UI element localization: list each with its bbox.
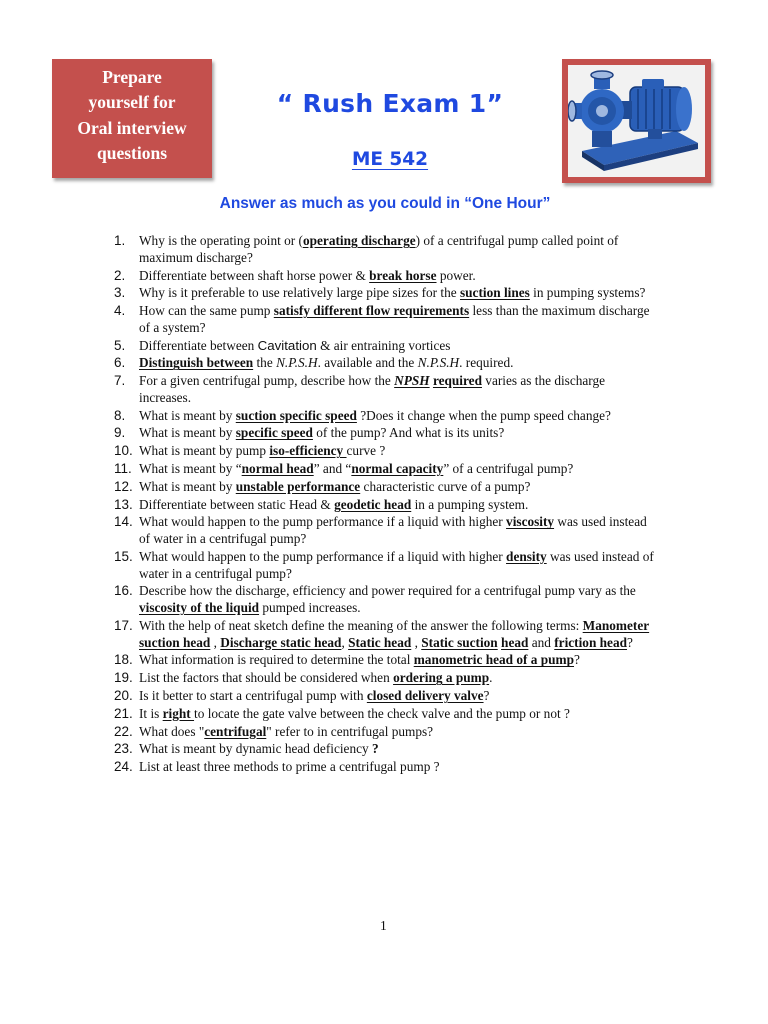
question-text: ? <box>483 688 490 704</box>
question-keyword: specific speed <box>235 425 313 441</box>
instructions-subtitle: Answer as much as you could in “One Hour” <box>219 195 551 212</box>
question-text: , <box>341 634 349 650</box>
question-keyword: suction specific speed <box>235 407 357 423</box>
question-number: 14. <box>114 514 133 530</box>
question-text: and <box>528 634 555 650</box>
question-text: What is meant by <box>139 407 236 423</box>
question-item <box>0 355 768 372</box>
question-keyword: normal capacity <box>351 461 444 477</box>
question-number: 21. <box>114 705 133 721</box>
question-number: 13. <box>114 496 133 512</box>
question-number: 11. <box>114 461 132 477</box>
question-keyword: head <box>501 634 529 650</box>
question-italic-text: N.P.S.H <box>417 355 460 371</box>
question-item <box>0 706 768 723</box>
question-number: 24. <box>114 759 133 775</box>
question-text: ? <box>627 634 633 650</box>
question-text: curve ? <box>346 443 386 459</box>
question-text: , <box>411 634 422 650</box>
question-item <box>0 652 768 669</box>
question-keyword: Static head <box>348 634 412 650</box>
question-text: was used instead of water in a centrifugal pump? <box>139 548 654 581</box>
question-keyword: operating discharge <box>302 233 416 248</box>
question-keyword: centrifugal <box>204 723 267 739</box>
question-keyword: Distinguish between <box>139 355 254 371</box>
question-number: 20. <box>114 688 133 704</box>
question-text: & air entraining vortices <box>316 337 451 353</box>
question-text: What information is required to determine the total <box>139 652 414 668</box>
question-text: How can the same pump <box>139 303 274 319</box>
question-text: to locate the gate valve between the check valve and the pump or not ? <box>194 705 570 721</box>
question-keyword: NPSH <box>394 373 430 389</box>
question-text: of the pump? And what is its units? <box>312 425 505 441</box>
question-text: in a pumping system. <box>411 496 529 512</box>
question-text: List at least three methods to prime a centrifugal pump ? <box>139 759 440 775</box>
question-text: varies as the discharge increases. <box>139 373 606 405</box>
question-keyword: ordering a pump <box>393 670 490 686</box>
question-text: . available and the <box>317 355 418 371</box>
question-item <box>0 724 768 741</box>
question-keyword: closed delivery valve <box>366 688 484 704</box>
question-item <box>0 497 768 514</box>
question-text: ?Does it change when the pump speed change? <box>356 407 611 423</box>
question-keyword: Discharge static head <box>220 634 342 650</box>
question-number: 3. <box>114 285 126 301</box>
question-item <box>0 443 768 460</box>
question-text: " refer to in centrifugal pumps? <box>266 723 434 739</box>
question-text: What is meant by dynamic head deficiency <box>139 741 372 757</box>
question-number: 17. <box>114 617 133 633</box>
question-text: , <box>210 634 221 650</box>
question-text: Cavitation <box>257 337 317 353</box>
question-list <box>0 233 768 777</box>
question-text: Differentiate between static Head & <box>139 496 335 512</box>
question-text: Describe how the discharge, efficiency and power required for a centrifugal pump vary as the <box>139 583 636 599</box>
question-keyword: Manometer suction head <box>139 617 650 650</box>
question-text: ? <box>371 741 379 757</box>
question-number: 8. <box>114 407 126 423</box>
question-text: Why is it preferable to use relatively large pipe sizes for the <box>139 285 460 301</box>
page-title: “ Rush Exam 1” <box>276 89 504 118</box>
question-italic-text: N.P.S.H <box>276 355 318 371</box>
question-item <box>0 338 768 355</box>
question-number: 4. <box>114 303 126 319</box>
question-keyword: Static suction <box>421 634 498 650</box>
question-text: ? <box>574 652 580 668</box>
course-code-text: ME 542 <box>351 149 429 170</box>
question-keyword: density <box>506 548 547 564</box>
question-keyword: break horse <box>369 267 437 283</box>
question-item <box>0 303 768 336</box>
question-number: 1. <box>114 233 126 248</box>
question-text: What would happen to the pump performance if a liquid with higher <box>139 514 507 530</box>
question-text: With the help of neat sketch define the meaning of the answer the following terms: <box>139 617 583 633</box>
question-text: Is it better to start a centrifugal pump with <box>139 688 367 704</box>
question-text: What would happen to the pump performance if a liquid with higher <box>139 548 507 564</box>
question-number: 15. <box>114 548 133 564</box>
question-number: 22. <box>114 723 133 739</box>
question-keyword: friction head <box>554 634 628 650</box>
question-item <box>0 549 768 582</box>
question-item <box>0 373 768 406</box>
page-number: 1 <box>380 918 387 933</box>
question-keyword: suction lines <box>459 285 530 301</box>
question-keyword: viscosity <box>506 514 555 530</box>
question-keyword: normal head <box>241 461 314 477</box>
question-text: ) of a centrifugal pump called point of maximum discharge? <box>139 233 619 265</box>
question-number: 12. <box>114 478 133 494</box>
question-text: What does " <box>139 723 205 739</box>
question-text: . required. <box>459 355 514 371</box>
question-number: 10. <box>114 443 133 459</box>
question-text: What is meant by “ <box>139 461 242 477</box>
question-keyword: geodetic head <box>334 496 412 512</box>
question-text: power. <box>436 267 476 283</box>
question-text: ” of a centrifugal pump? <box>443 461 574 477</box>
oral-interview-callout-box <box>52 59 212 178</box>
centrifugal-pump-icon <box>568 65 705 177</box>
question-text: was used instead of water in a centrifugal pump? <box>139 514 647 547</box>
question-text: ” and “ <box>313 461 352 477</box>
question-item <box>0 479 768 496</box>
question-number: 2. <box>114 267 126 283</box>
question-keyword: required <box>432 373 482 389</box>
question-number: 5. <box>114 337 126 353</box>
question-keyword: unstable performance <box>235 478 361 494</box>
question-keyword: right <box>162 705 195 721</box>
question-number: 9. <box>114 425 126 441</box>
question-text: It is <box>139 705 163 721</box>
question-text: List the factors that should be considered when <box>139 670 394 686</box>
question-number: 7. <box>114 373 126 389</box>
question-keyword: manometric head of a pump <box>413 652 575 668</box>
question-text: pumped increases. <box>259 600 361 616</box>
question-item <box>0 514 768 547</box>
question-item <box>0 285 768 302</box>
question-number: 23. <box>114 741 133 757</box>
question-item <box>0 583 768 616</box>
question-item <box>0 425 768 442</box>
question-item <box>0 670 768 687</box>
question-text: What is meant by pump <box>139 443 270 459</box>
question-item <box>0 759 768 776</box>
question-item <box>0 688 768 705</box>
question-text: less than the maximum discharge of a system? <box>139 303 650 335</box>
question-text: . <box>489 670 493 686</box>
question-item <box>0 741 768 758</box>
question-text: Differentiate between <box>139 337 258 353</box>
question-keyword: iso-efficiency <box>269 443 347 459</box>
question-keyword: satisfy different flow requirements <box>273 303 470 319</box>
question-item <box>0 233 768 266</box>
question-number: 19. <box>114 670 133 686</box>
course-code <box>200 149 580 170</box>
question-number: 6. <box>114 355 126 371</box>
question-text: Why is the operating point or ( <box>139 233 303 248</box>
question-text: For a given centrifugal pump, describe how the <box>139 373 395 389</box>
centrifugal-pump-image <box>562 59 711 183</box>
question-text: characteristic curve of a pump? <box>360 478 531 494</box>
question-number: 18. <box>114 652 133 668</box>
question-item <box>0 268 768 285</box>
question-text: What is meant by <box>139 425 236 441</box>
question-text: Differentiate between shaft horse power & <box>139 267 370 283</box>
question-text: the <box>253 355 277 371</box>
question-text: What is meant by <box>139 478 236 494</box>
question-item <box>0 461 768 478</box>
question-keyword: viscosity of the liquid <box>139 600 260 616</box>
callout-text: Prepare yourself for Oral interview questions <box>77 66 187 163</box>
question-number: 16. <box>114 583 133 599</box>
question-item <box>0 618 768 651</box>
question-item <box>0 408 768 425</box>
question-text: in pumping systems? <box>529 285 646 301</box>
